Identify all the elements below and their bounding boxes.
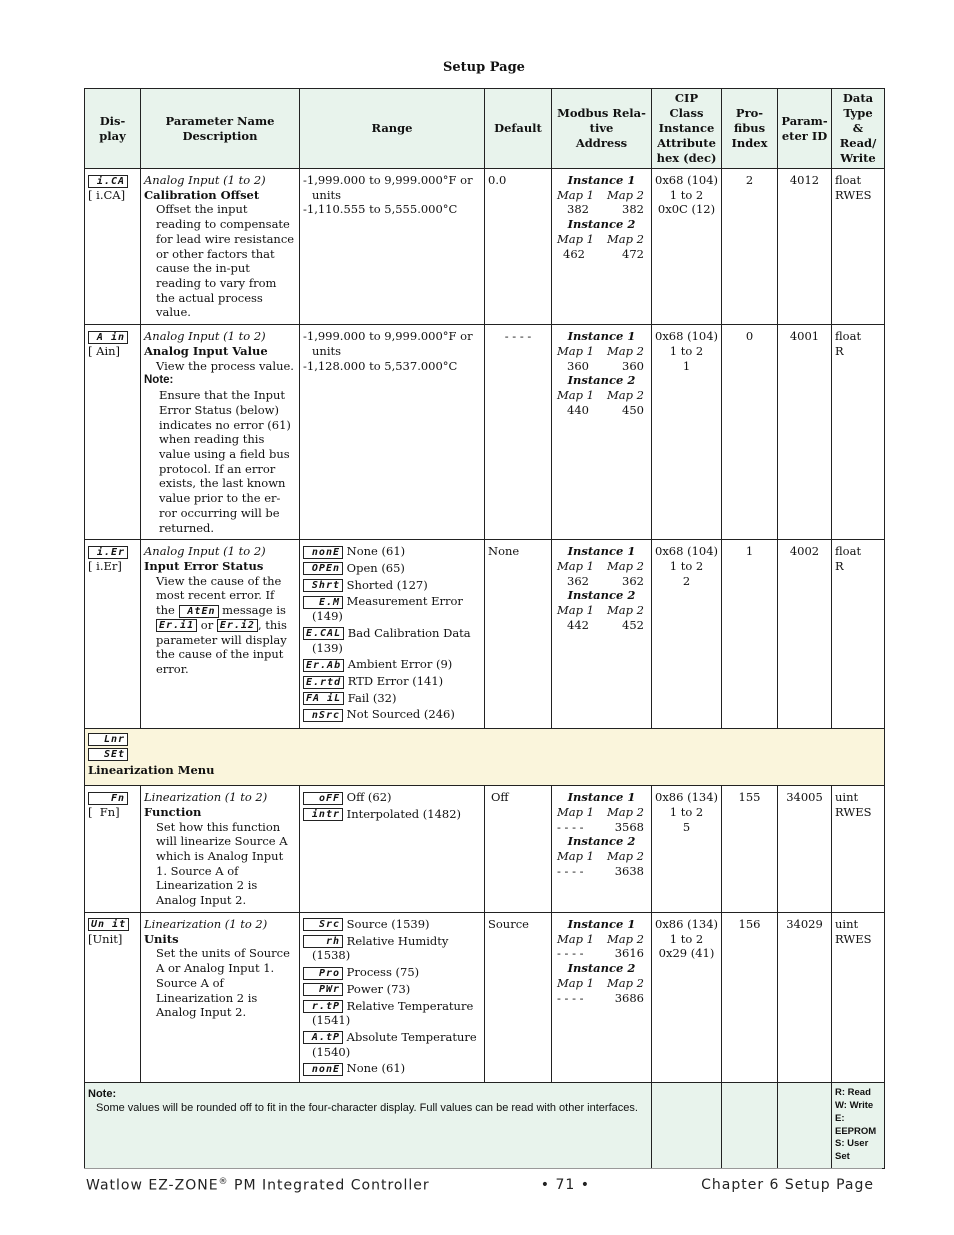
param-cell: Analog Input (1 to 2) Input Error Status View the cause of the most recent error. If the AtEn message is Er.i1 or Er.i2 , this parameter will display the cause of the input error. xyxy=(141,540,300,729)
footer-product: Watlow EZ-ZONE® PM Integrated Controller xyxy=(86,1177,430,1194)
header-range: Range xyxy=(300,89,485,169)
lcd-display: FA iL xyxy=(303,692,344,705)
lcd-display: AtEn xyxy=(179,605,219,618)
profibus-cell: 155 xyxy=(722,786,778,913)
lcd-display: Fn xyxy=(88,792,128,805)
display-cell: A in [ Ain] xyxy=(85,325,141,540)
page-footer xyxy=(86,1177,874,1194)
range-cell: -1,999.000 to 9,999.000°F or units -1,110.555 to 5,555.000°C xyxy=(300,169,485,325)
lcd-display: oFF xyxy=(303,792,343,805)
range-cell: -1,999.000 to 9,999.000°F or units -1,128.000 to 5,537.000°C xyxy=(300,325,485,540)
default-cell: Source xyxy=(485,912,552,1082)
note-label: Note: xyxy=(144,374,174,387)
lcd-display: Er.i1 xyxy=(156,619,197,632)
default-cell: None xyxy=(485,540,552,729)
display-cell: Un it [Unit] xyxy=(85,912,141,1082)
modbus-cell: Instance 1 Map 1 Map 2 362 362 Instance 2 Map 1 Map 2 442 452 xyxy=(552,540,652,729)
param-cell: Linearization (1 to 2) Function Set how this function will linearize Source A which is Analog Input 1. Source A of Linearization 2 is Analog Input 2. xyxy=(141,786,300,913)
param-cell: Linearization (1 to 2) Units Set the units of Source A or Analog Input 1. Source A of Linearization 2 is Analog Input 2. xyxy=(141,912,300,1082)
lcd-display: Un it xyxy=(88,918,129,931)
lcd-display: A in xyxy=(88,331,128,344)
param-id-cell: 34005 xyxy=(778,786,832,913)
header-cip: CIP Class Instance Attribute hex (dec) xyxy=(652,89,722,169)
parameter-table xyxy=(84,88,885,1169)
cip-cell: 0x86 (134) 1 to 2 0x29 (41) xyxy=(652,912,722,1082)
profibus-cell: 2 xyxy=(722,169,778,325)
page-number: • 71 • xyxy=(540,1177,590,1193)
lcd-display: Src xyxy=(303,918,343,931)
lcd-display: Lnr xyxy=(88,733,128,746)
lcd-display: nSrc xyxy=(303,709,343,722)
lcd-display: i.Er xyxy=(88,546,128,559)
menu-row xyxy=(85,729,885,786)
lcd-display: OPEn xyxy=(303,562,343,575)
lcd-display: Er.i2 xyxy=(217,619,258,632)
param-id-cell: 34029 xyxy=(778,912,832,1082)
datatype-cell: float R xyxy=(832,325,885,540)
modbus-cell: Instance 1 Map 1 Map 2 360 360 Instance 2 Map 1 Map 2 440 450 xyxy=(552,325,652,540)
table-row xyxy=(85,912,885,1082)
param-cell: Analog Input (1 to 2) Analog Input Value View the process value. Note: Ensure that the Input Error Status (below) indicates no error (61) when reading this value using a field bus protocol. If an error exists, the last known value prior to the er-ror occurring will be returned. xyxy=(141,325,300,540)
cip-cell: 0x68 (104) 1 to 2 1 xyxy=(652,325,722,540)
cip-cell: 0x68 (104) 1 to 2 2 xyxy=(652,540,722,729)
cip-cell: 0x86 (134) 1 to 2 5 xyxy=(652,786,722,913)
footer-chapter: Chapter 6 Setup Page xyxy=(701,1177,874,1193)
param-id-cell: 4002 xyxy=(778,540,832,729)
footer-note: Note: Some values will be rounded off to fit in the four-character display. Full values can be read with other interfaces. xyxy=(85,1083,652,1169)
lcd-display: Er.Ab xyxy=(303,659,344,672)
datatype-cell: float R xyxy=(832,540,885,729)
profibus-cell: 0 xyxy=(722,325,778,540)
param-id-cell: 4012 xyxy=(778,169,832,325)
lcd-display: rh xyxy=(303,935,343,948)
modbus-cell: Instance 1 Map 1 Map 2 - - - - 3568 Instance 2 Map 1 Map 2 - - - - 3638 xyxy=(552,786,652,913)
table-row xyxy=(85,786,885,913)
lcd-display: E.M xyxy=(303,596,343,609)
param-cell: Analog Input (1 to 2) Calibration Offset Offset the input reading to compensate for lead wire resistance or other factors that cause the in-put reading to vary from the actual process value. xyxy=(141,169,300,325)
header-display: Dis- play xyxy=(85,89,141,169)
lcd-display: PWr xyxy=(303,983,343,996)
lcd-display: Pro xyxy=(303,967,343,980)
range-cell: nonE None (61) OPEn Open (65) Shrt Shorted (127) E.M Measurement Error (149) E.CAL Bad Calibration Data (139) Er.Ab Ambient Error (9) E.rtd RTD Error (141) FA iL Fail (32) nSrc Not Sourced (246) xyxy=(300,540,485,729)
default-cell: - - - - xyxy=(485,325,552,540)
table-row xyxy=(85,169,885,325)
lcd-display: nonE xyxy=(303,546,343,559)
table-row xyxy=(85,325,885,540)
lcd-display: Shrt xyxy=(303,579,343,592)
lcd-display: nonE xyxy=(303,1063,343,1076)
lcd-display: E.rtd xyxy=(303,676,344,689)
page-title: Setup Page xyxy=(443,60,525,75)
range-cell: oFF Off (62) intr Interpolated (1482) xyxy=(300,786,485,913)
default-cell: Off xyxy=(485,786,552,913)
param-id-cell: 4001 xyxy=(778,325,832,540)
table-row xyxy=(85,540,885,729)
lcd-display: r.tP xyxy=(303,1000,343,1013)
range-cell: Src Source (1539) rh Relative Humidty (1538) Pro Process (75) PWr Power (73) r.tP Relative Temperature (1541) A.tP Absolute Temperature (1540) nonE None (61) xyxy=(300,912,485,1082)
header-modbus: Modbus Rela- tive Address xyxy=(552,89,652,169)
header-datatype: Data Type & Read/ Write xyxy=(832,89,885,169)
rw-legend: R: Read W: Write E: EEPROM S: User Set xyxy=(832,1083,885,1169)
profibus-cell: 1 xyxy=(722,540,778,729)
lcd-display: SEt xyxy=(88,748,128,761)
cip-cell: 0x68 (104) 1 to 2 0x0C (12) xyxy=(652,169,722,325)
linearization-menu: Lnr SEt Linearization Menu xyxy=(85,729,885,786)
header-profibus: Pro- fibus Index xyxy=(722,89,778,169)
modbus-cell: Instance 1 Map 1 Map 2 - - - - 3616 Instance 2 Map 1 Map 2 - - - - 3686 xyxy=(552,912,652,1082)
modbus-cell: Instance 1 Map 1 Map 2 382 382 Instance 2 Map 1 Map 2 462 472 xyxy=(552,169,652,325)
header-default: Default xyxy=(485,89,552,169)
display-cell: i.Er [ i.Er] xyxy=(85,540,141,729)
datatype-cell: uint RWES xyxy=(832,912,885,1082)
display-cell: i.CA [ i.CA] xyxy=(85,169,141,325)
lcd-display: A.tP xyxy=(303,1031,343,1044)
display-cell: Fn [ Fn] xyxy=(85,786,141,913)
profibus-cell: 156 xyxy=(722,912,778,1082)
datatype-cell: float RWES xyxy=(832,169,885,325)
header-param-id: Param- eter ID xyxy=(778,89,832,169)
lcd-display: E.CAL xyxy=(303,627,344,640)
note-row xyxy=(85,1083,885,1169)
lcd-display: intr xyxy=(303,808,343,821)
datatype-cell: uint RWES xyxy=(832,786,885,913)
footer-divider xyxy=(84,1168,882,1169)
header-parameter: Parameter Name Description xyxy=(141,89,300,169)
lcd-display: i.CA xyxy=(88,175,128,188)
default-cell: 0.0 xyxy=(485,169,552,325)
